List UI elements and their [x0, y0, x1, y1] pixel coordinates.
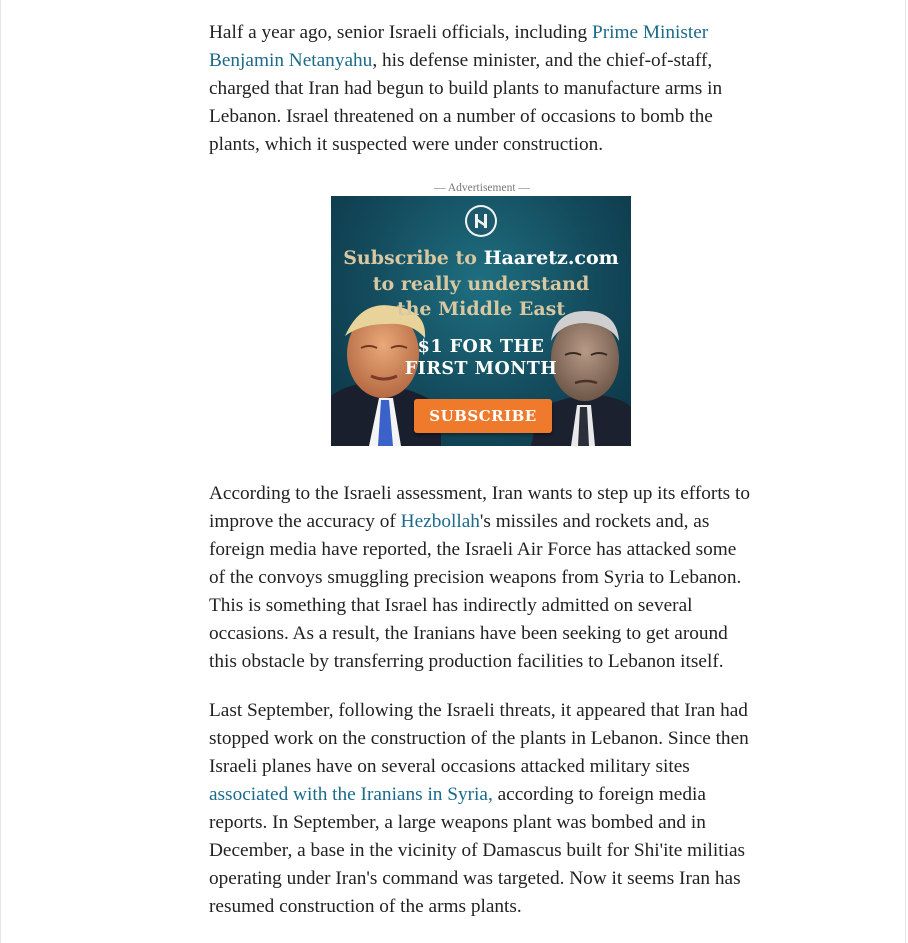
paragraph-2-text-b: 's missiles and rockets and, as foreign media have reported, the Israeli Air Force has attacked some of the convoys smuggling precision weapons from Syria to Lebanon. This is something that Israel has indirectly admitted on several occasions. As a result, the Iranians have been seeking to get around this obstacle by transferring production facilities to Lebanon itself.	[209, 511, 742, 672]
ad-headline-brand: Haaretz.com	[483, 247, 619, 269]
advertisement-block	[209, 180, 755, 456]
ad-headline-line-2: to really understand	[372, 272, 590, 295]
paragraph-2	[209, 480, 755, 676]
ad-offer-line-1: $1 FOR THE	[417, 337, 545, 357]
paragraph-2-text-a: According to the Israeli assessment, Iran wants to step up its efforts to improve the accuracy of	[209, 483, 751, 532]
ad-offer-line-2: FIRST MONTH	[404, 359, 558, 379]
ad-headline-line-3: the Middle East	[396, 298, 566, 320]
paragraph-1-text-b: , his defense minister, and the chief-of-staff, charged that Iran had begun to build plants to manufacture arms in Lebanon. Israel threatened on a number of occasions to bomb the plants, which it suspected were under construction.	[209, 50, 723, 155]
ad-headline	[331, 246, 631, 323]
advertisement-label: — Advertisement —	[434, 182, 530, 194]
subscribe-button[interactable]: SUBSCRIBE	[414, 399, 552, 433]
paragraph-3-text-b: according to foreign media reports. In September, a large weapons plant was bombed and in December, a base in the vicinity of Damascus built for Shi'ite militias operating under Iran's command was targeted. Now it seems Iran has resumed construction of the arms plants.	[209, 784, 746, 917]
paragraph-1	[209, 19, 755, 159]
ad-headline-prefix: Subscribe to	[343, 247, 484, 269]
subscribe-ad-banner[interactable]	[331, 196, 631, 446]
paragraph-1-text-a: Half a year ago, senior Israeli officials, including	[209, 22, 592, 43]
haaretz-logo-icon	[465, 205, 497, 237]
link-iranians-in-syria[interactable]: associated with the Iranians in Syria,	[209, 784, 493, 805]
article-body	[209, 19, 755, 942]
paragraph-3-text-a: Last September, following the Israeli threats, it appeared that Iran had stopped work on the construction of the plants in Lebanon. Since then Israeli planes have on several occasions attacked military sites	[209, 700, 749, 777]
link-hezbollah[interactable]: Hezbollah	[400, 511, 480, 532]
paragraph-3	[209, 697, 755, 921]
link-prime-minister-netanyahu[interactable]: Prime Minister Benjamin Netanyahu	[209, 22, 709, 71]
ad-offer	[331, 336, 631, 380]
